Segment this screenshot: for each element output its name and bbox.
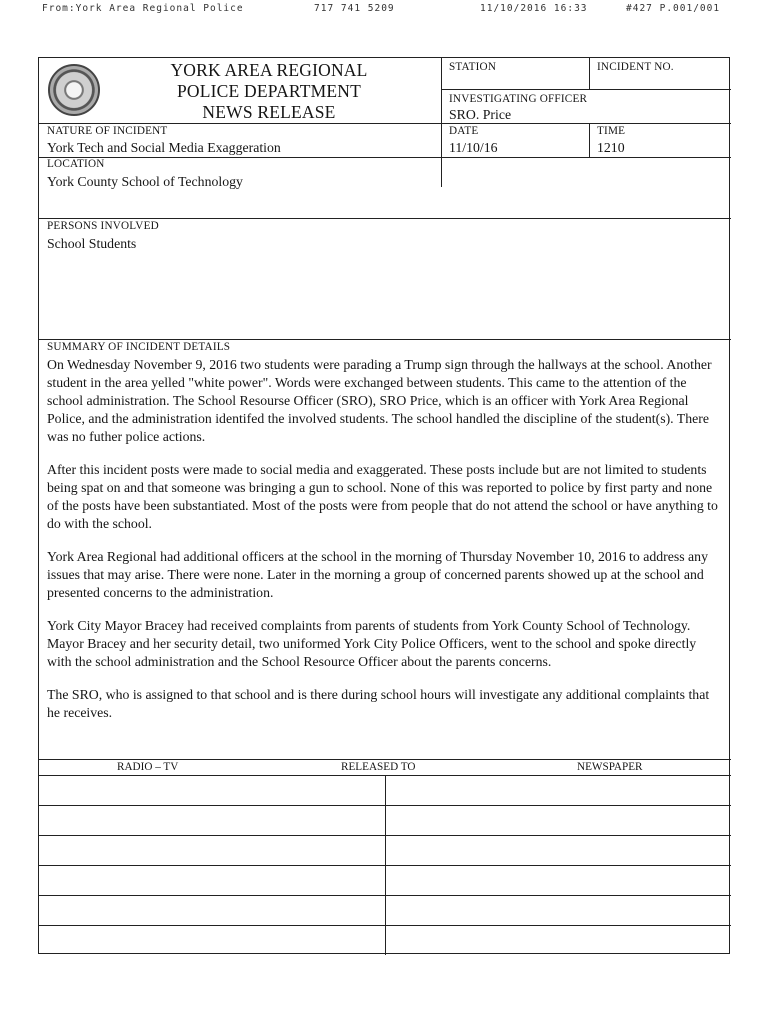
- table-row-line: [39, 835, 731, 836]
- incident-no-label: INCIDENT NO.: [597, 61, 674, 73]
- summary-paragraph-3: York Area Regional had additional officers at the school in the morning of Thursday November 10, 2016 to address any issues that may arise. There were none. Later in the morning a group of concerned parents showed up at the school and presented concerns to the administration.: [47, 549, 708, 600]
- persons-top-line: [39, 218, 731, 219]
- table-row-line: [39, 895, 731, 896]
- nature-label: NATURE OF INCIDENT: [47, 125, 168, 137]
- fax-phone: 717 741 5209: [314, 3, 395, 14]
- summary-paragraph-2: After this incident posts were made to social media and exaggerated. These posts include but are not limited to students being spat on and that someone was bringing a gun to school. None of this was reported to police by first party and none of the posts have been substantiated. Most of the posts were from people that do not attend the school or have anything to do with the school.: [47, 462, 718, 531]
- time-value: 1210: [597, 140, 625, 155]
- released-top-line: [39, 759, 731, 760]
- summary-paragraph-4: York City Mayor Bracey had received complaints from parents of students from York County School of Technology. Mayor Bracey and her security detail, two uniformed York City Police Officers, went to the school and spoke directly with the school administration and the School Resource Officer about the parents concerns.: [47, 618, 697, 669]
- fax-page: #427 P.001/001: [626, 3, 721, 14]
- department-title-line1: YORK AREA REGIONAL: [170, 60, 368, 80]
- radio-tv-header: RADIO – TV: [117, 761, 179, 773]
- summary-paragraph-1: On Wednesday November 9, 2016 two students were parading a Trump sign through the hallways at the school. Another student in the area yelled "white power". Words were exchanged between students. This came to the attention of the school administration. The School Resourse Officer (SRO), SRO Price, which is an officer with York Area Regional Police, and the administration identifed the involved students. The school handled the discipline of the student(s). There was no futher police actions.: [47, 357, 712, 444]
- table-row-line: [39, 805, 731, 806]
- summary-label: SUMMARY OF INCIDENT DETAILS: [47, 341, 231, 353]
- time-label: TIME: [597, 125, 626, 137]
- persons-label: PERSONS INVOLVED: [47, 220, 159, 232]
- investigating-officer-value: SRO. Price: [449, 107, 512, 122]
- station-divider: [589, 58, 590, 90]
- nature-value: York Tech and Social Media Exaggeration: [47, 140, 281, 155]
- location-top-line: [39, 157, 731, 158]
- police-seal-icon: [48, 64, 100, 116]
- table-row-line: [39, 925, 731, 926]
- nature-top-line: [39, 123, 731, 124]
- investigating-officer-label: INVESTIGATING OFFICER: [449, 93, 588, 105]
- persons-value: School Students: [47, 236, 137, 251]
- news-release-title: NEWS RELEASE: [202, 102, 336, 122]
- department-title-line2: POLICE DEPARTMENT: [176, 81, 361, 101]
- fax-header: [0, 3, 768, 17]
- news-release-form: [38, 57, 730, 954]
- station-label: STATION: [449, 61, 497, 73]
- newspaper-header: NEWSPAPER: [577, 761, 643, 773]
- station-bottom-line: [441, 89, 731, 90]
- table-row-line: [39, 865, 731, 866]
- date-value: 11/10/16: [449, 140, 498, 155]
- summary-top-line: [39, 339, 731, 340]
- summary-paragraph-5: The SRO, who is assigned to that school and is there during school hours will investigate any additional complaints that he receives.: [47, 687, 710, 720]
- fax-datetime: 11/10/2016 16:33: [480, 3, 588, 14]
- fax-from: From:York Area Regional Police: [42, 3, 244, 14]
- date-time-divider: [589, 123, 590, 158]
- date-label: DATE: [449, 125, 479, 137]
- location-value: York County School of Technology: [47, 174, 243, 189]
- released-to-header: RELEASED TO: [341, 761, 416, 773]
- summary-body: [47, 356, 723, 737]
- location-label: LOCATION: [47, 158, 105, 170]
